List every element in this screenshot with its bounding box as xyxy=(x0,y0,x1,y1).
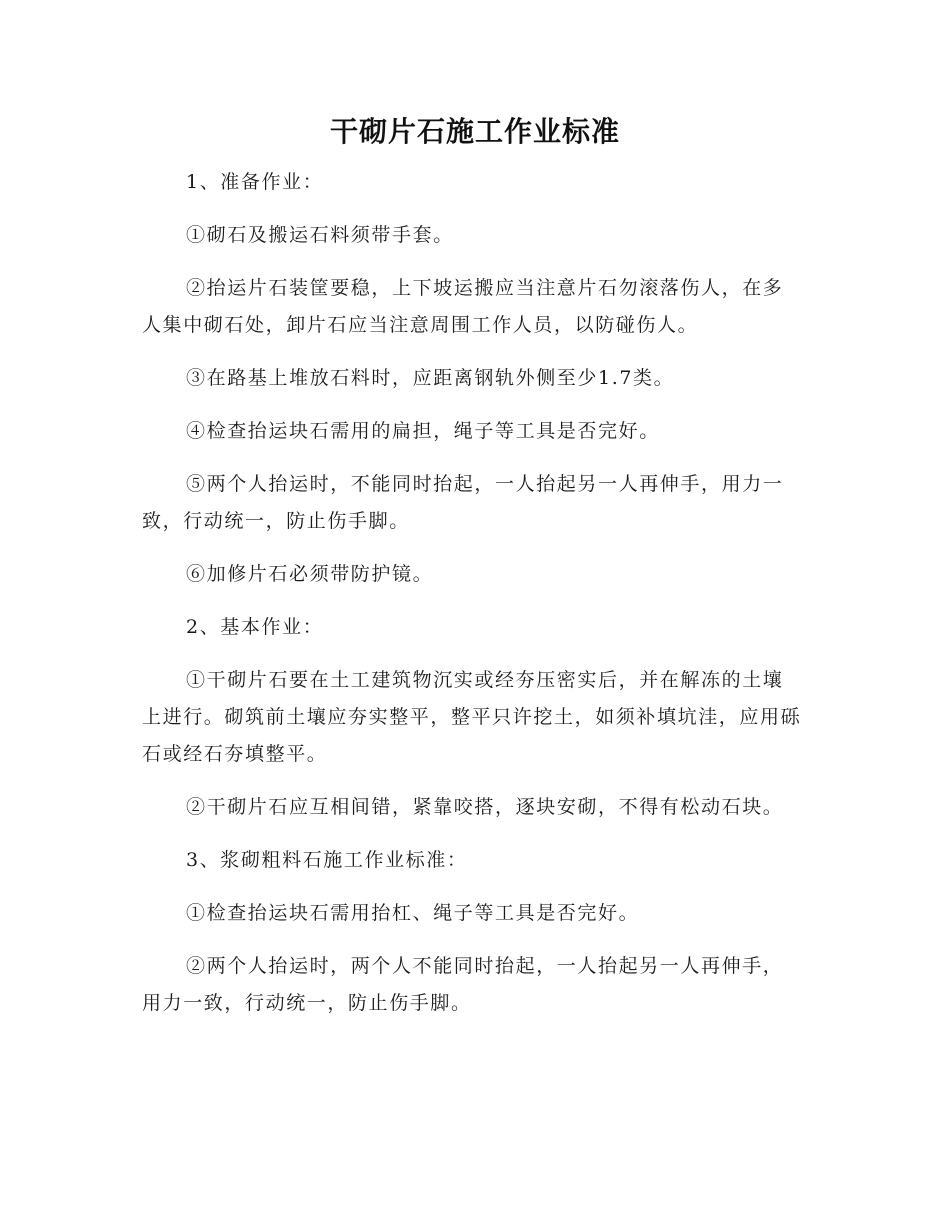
paragraph: ④检查抬运块石需用的扁担，绳子等工具是否完好。 xyxy=(186,420,660,442)
paragraph: ①检查抬运块石需用抬杠、绳子等工具是否完好。 xyxy=(186,902,640,924)
paragraph: ⑥加修片石必须带防护镜。 xyxy=(186,563,434,585)
paragraph: ②抬运片石装筐要稳，上下坡运搬应当注意片石勿滚落伤人，在多人集中砌石处，卸片石应当注意周围工作人员，以防碰伤人。 xyxy=(142,277,784,336)
document-title: 干砌片石施工作业标准 xyxy=(329,115,620,148)
paragraph: ①干砌片石要在土工建筑物沉实或经夯压密实后，并在解冻的土壤上进行。砌筑前土壤应夯实整平，整平只许挖土，如须补填坑洼，应用砾石或经石夯填整平。 xyxy=(142,669,802,765)
paragraph: ⑤两个人抬运时，不能同时抬起，一人抬起另一人再伸手，用力一致，行动统一，防止伤手脚。 xyxy=(142,473,784,532)
section-heading-basic: 2、基本作业： xyxy=(186,616,324,638)
paragraph: ②两个人抬运时，两个人不能同时抬起，一人抬起另一人再伸手，用力一致，行动统一，防止伤手脚。 xyxy=(142,955,784,1014)
section-heading-preparation: 1、准备作业： xyxy=(186,171,324,193)
document-body xyxy=(142,164,802,1038)
paragraph: ①砌石及搬运石料须带手套。 xyxy=(186,224,454,246)
paragraph: ②干砌片石应互相间错，紧靠咬搭，逐块安砌，不得有松动石块。 xyxy=(186,796,784,818)
section-heading-masonry: 3、浆砌粗料石施工作业标准： xyxy=(186,849,468,871)
paragraph: ③在路基上堆放石料时，应距离钢轨外侧至少1.7类。 xyxy=(186,367,675,389)
